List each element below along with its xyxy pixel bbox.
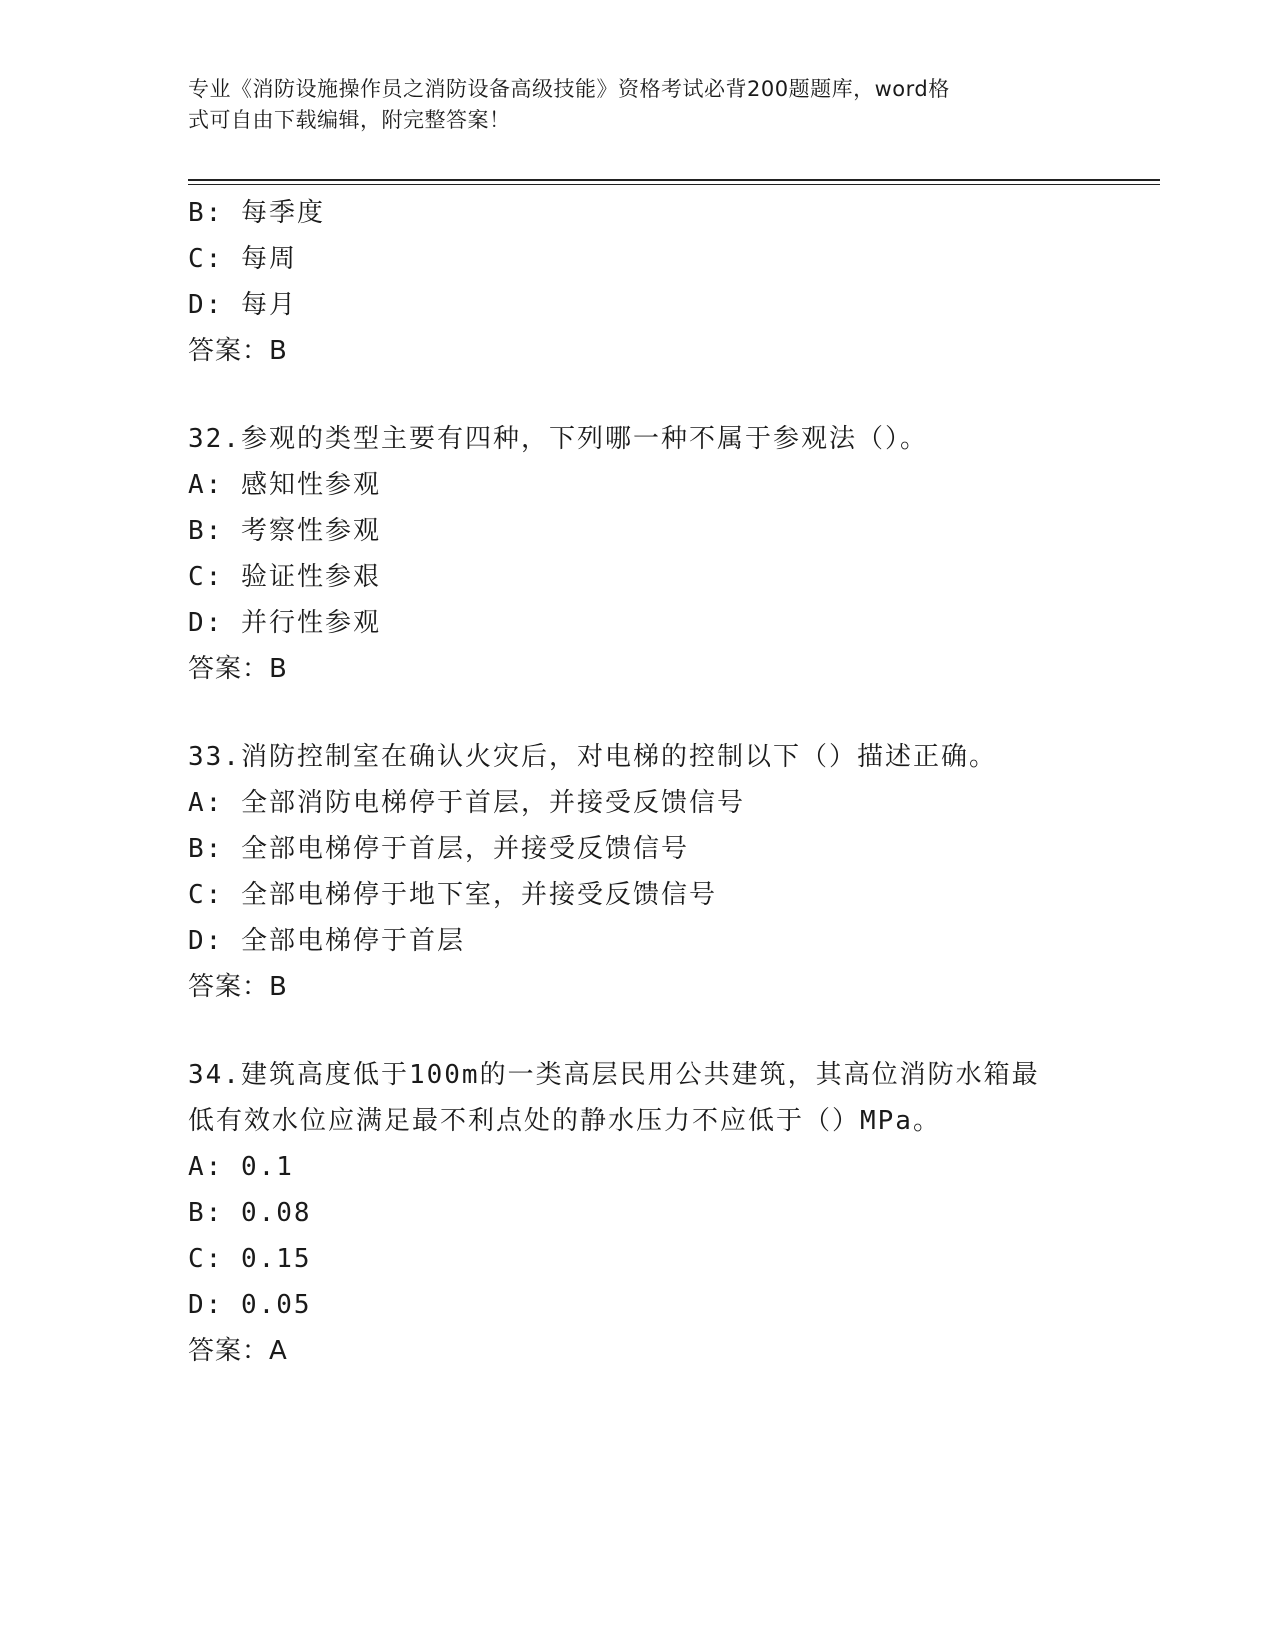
question-32	[188, 416, 1088, 692]
option-b: B: 全部电梯停于首层，并接受反馈信号	[188, 834, 689, 864]
question-34	[188, 1052, 1088, 1374]
option-d: D: 每月	[188, 290, 297, 320]
answer-label: 答案：B	[188, 972, 288, 1002]
question-31-tail	[188, 190, 1088, 374]
answer-label: 答案：B	[188, 654, 288, 684]
option-d: D: 全部电梯停于首层	[188, 926, 465, 956]
question-list	[188, 190, 1088, 1374]
answer-label: 答案：B	[188, 336, 288, 366]
header-line-1: 专业《消防设施操作员之消防设备高级技能》资格考试必背200题题库，word格	[188, 77, 950, 101]
option-c: C: 每周	[188, 244, 297, 274]
header-line-2: 式可自由下载编辑，附完整答案！	[188, 108, 511, 132]
option-d: D: 0.05	[188, 1290, 312, 1320]
option-d: D: 并行性参观	[188, 608, 381, 638]
option-a: A: 0.1	[188, 1152, 294, 1182]
option-a: A: 全部消防电梯停于首层，并接受反馈信号	[188, 788, 745, 818]
option-c: C: 0.15	[188, 1244, 312, 1274]
option-b: B: 每季度	[188, 198, 325, 228]
header-divider-thick	[188, 179, 1160, 181]
answer-label: 答案：A	[188, 1336, 288, 1366]
option-b: B: 0.08	[188, 1198, 312, 1228]
option-c: C: 全部电梯停于地下室，并接受反馈信号	[188, 880, 717, 910]
question-text-line-1: 34.建筑高度低于100m的一类高层民用公共建筑，其高位消防水箱最	[188, 1060, 1040, 1090]
question-33	[188, 734, 1088, 1010]
document-header	[188, 74, 1068, 136]
question-text: 32.参观的类型主要有四种，下列哪一种不属于参观法（）。	[188, 424, 928, 454]
option-c: C: 验证性参艰	[188, 562, 381, 592]
option-b: B: 考察性参观	[188, 516, 381, 546]
question-text-line-2: 低有效水位应满足最不利点处的静水压力不应低于（）MPa。	[188, 1106, 941, 1136]
question-text: 33.消防控制室在确认火灾后，对电梯的控制以下（）描述正确。	[188, 742, 997, 772]
header-divider-thin	[188, 184, 1160, 185]
option-a: A: 感知性参观	[188, 470, 381, 500]
